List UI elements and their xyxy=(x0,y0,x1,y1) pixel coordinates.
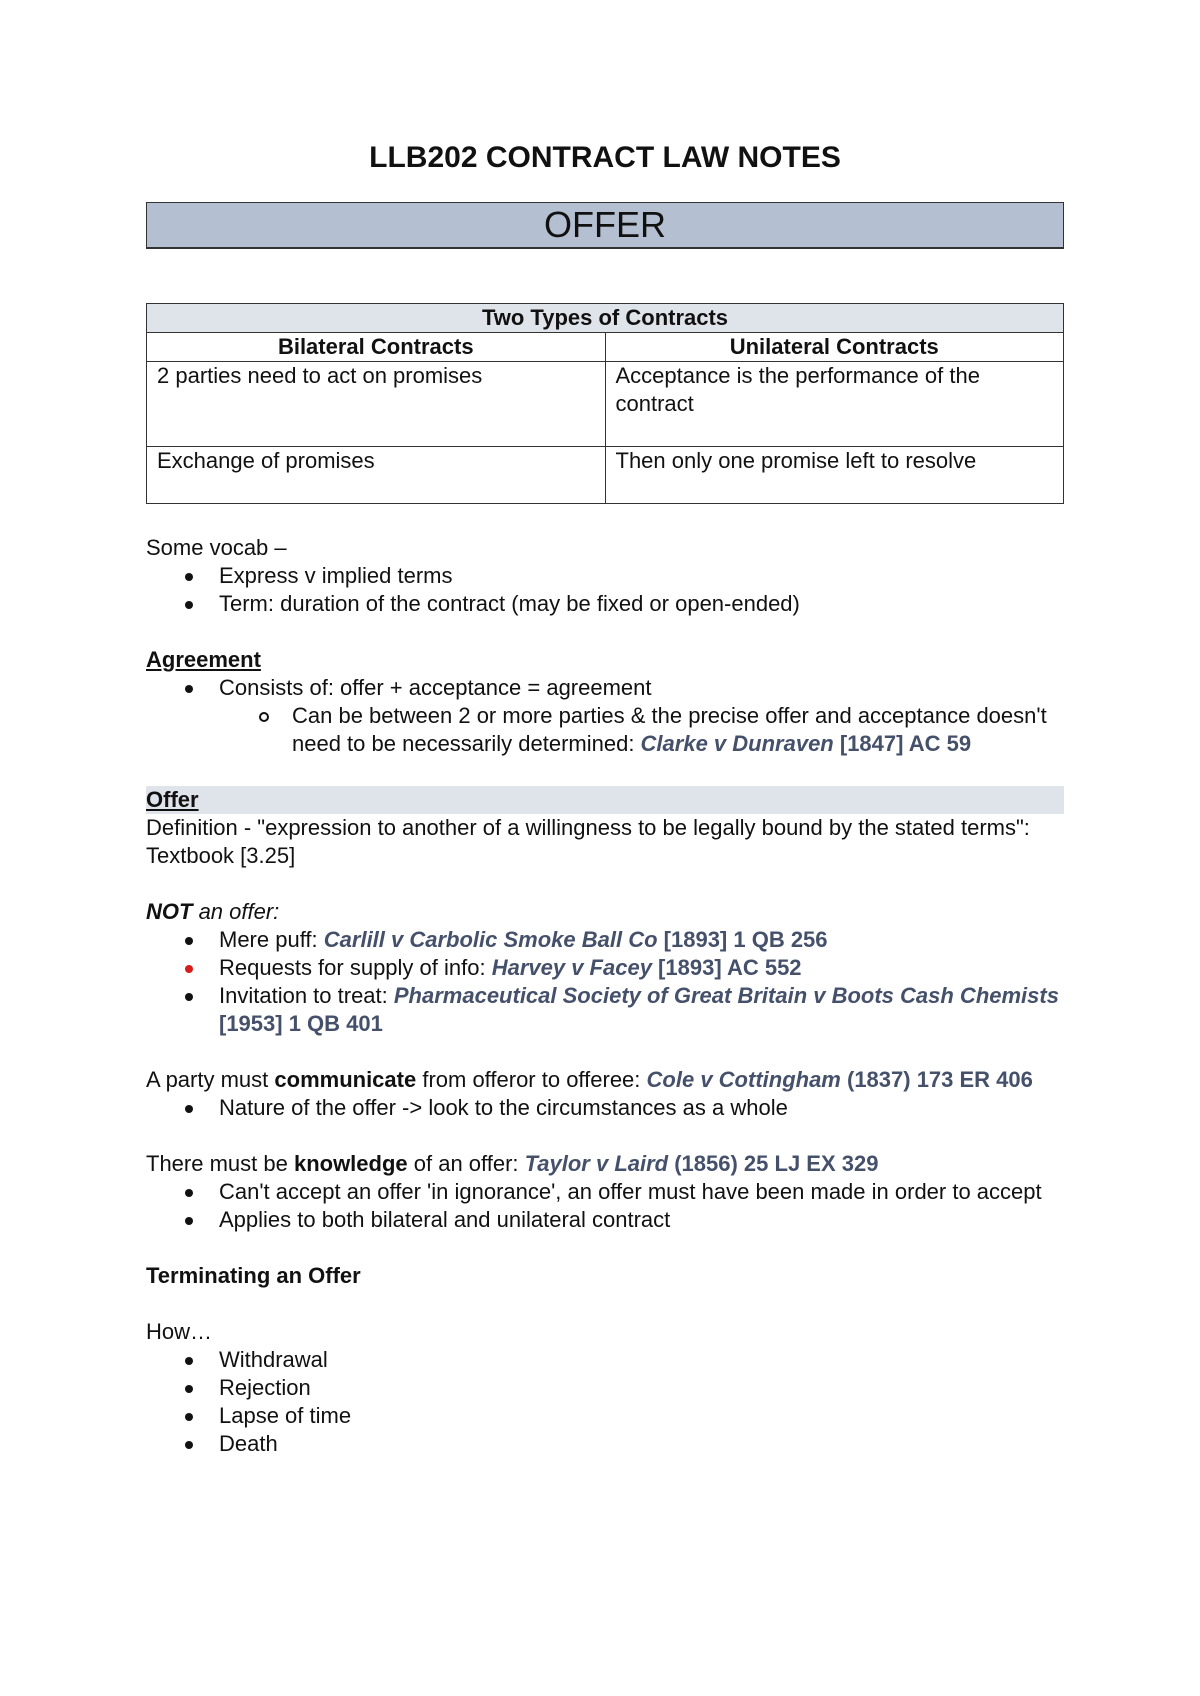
terminating-list xyxy=(146,1346,1064,1458)
document-page xyxy=(146,140,1064,1458)
communicate-list xyxy=(146,1094,1064,1122)
section-banner-offer: OFFER xyxy=(146,202,1064,249)
list-item: Express v implied terms xyxy=(146,562,1064,590)
case-name: Pharmaceutical Society of Great Britain v Boots Cash Chemists xyxy=(393,983,1059,1008)
list-item: Nature of the offer -> look to the circumstances as a whole xyxy=(146,1094,1064,1122)
agreement-heading: Agreement xyxy=(146,647,261,672)
list-item: Can't accept an offer 'in ignorance', an offer must have been made in order to accept xyxy=(146,1178,1064,1206)
not-offer-bold: NOT xyxy=(146,899,193,924)
bold-term: communicate xyxy=(274,1067,417,1092)
table-cell: Then only one promise left to resolve xyxy=(605,447,1064,504)
knowledge-paragraph xyxy=(146,1150,1064,1178)
list-item xyxy=(146,926,1064,954)
contract-types-table xyxy=(146,303,1064,504)
column-header-bilateral: Bilateral Contracts xyxy=(147,333,606,362)
list-item: Applies to both bilateral and unilateral contract xyxy=(146,1206,1064,1234)
table-cell: 2 parties need to act on promises xyxy=(147,362,606,447)
list-item xyxy=(146,674,1064,758)
list-item xyxy=(146,954,1064,982)
terminating-intro: How… xyxy=(146,1319,213,1344)
text-span: A party must xyxy=(146,1067,275,1092)
terminating-heading: Terminating an Offer xyxy=(146,1263,361,1288)
offer-definition: Definition - "expression to another of a willingness to be legally bound by the stated terms": Textbook [3.25] xyxy=(146,815,1030,868)
table-caption: Two Types of Contracts xyxy=(147,304,1064,333)
case-name: Clarke v Dunraven xyxy=(640,731,834,756)
case-citation: [1953] 1 QB 401 xyxy=(219,1011,383,1036)
table-row xyxy=(147,447,1064,504)
vocab-list xyxy=(146,562,1064,618)
text-span: of an offer: xyxy=(407,1151,525,1176)
case-citation: [1893] AC 552 xyxy=(651,955,802,980)
item-label: Invitation to treat: xyxy=(219,983,394,1008)
case-citation: (1856) 25 LJ EX 329 xyxy=(668,1151,879,1176)
case-citation: [1847] AC 59 xyxy=(833,731,972,756)
case-name: Taylor v Laird xyxy=(524,1151,669,1176)
text-span: There must be xyxy=(146,1151,294,1176)
sub-list-item xyxy=(219,702,1064,758)
list-item: Lapse of time xyxy=(146,1402,1064,1430)
list-item: Rejection xyxy=(146,1374,1064,1402)
list-item: Death xyxy=(146,1430,1064,1458)
table-cell: Exchange of promises xyxy=(147,447,606,504)
not-offer-lead xyxy=(146,898,1064,926)
offer-heading: Offer xyxy=(146,786,1064,814)
case-citation: [1893] 1 QB 256 xyxy=(657,927,828,952)
table-cell: Acceptance is the performance of the contract xyxy=(605,362,1064,447)
list-item-text: Consists of: offer + acceptance = agreement xyxy=(219,675,652,700)
text-span: from offeror to offeree: xyxy=(416,1067,647,1092)
case-name: Harvey v Facey xyxy=(491,955,652,980)
document-title: LLB202 CONTRACT LAW NOTES xyxy=(369,141,841,174)
sub-list-item-text: Can be between 2 or more parties & the precise offer and acceptance doesn't need to be necessarily determined: xyxy=(292,703,1047,756)
agreement-sublist xyxy=(219,702,1064,758)
not-offer-list xyxy=(146,926,1064,1038)
table-row xyxy=(147,362,1064,447)
communicate-paragraph xyxy=(146,1066,1064,1094)
not-offer-rest: an offer: xyxy=(192,899,280,924)
item-label: Mere puff: xyxy=(219,927,324,952)
knowledge-list xyxy=(146,1178,1064,1234)
item-label: Requests for supply of info: xyxy=(219,955,492,980)
list-item: Withdrawal xyxy=(146,1346,1064,1374)
column-header-unilateral: Unilateral Contracts xyxy=(605,333,1064,362)
list-item: Term: duration of the contract (may be fixed or open-ended) xyxy=(146,590,1064,618)
case-citation: (1837) 173 ER 406 xyxy=(840,1067,1033,1092)
list-item xyxy=(146,982,1064,1038)
vocab-intro: Some vocab – xyxy=(146,535,287,560)
bold-term: knowledge xyxy=(293,1151,408,1176)
agreement-list xyxy=(146,674,1064,758)
case-name: Carlill v Carbolic Smoke Ball Co xyxy=(323,927,658,952)
case-name: Cole v Cottingham xyxy=(646,1067,841,1092)
